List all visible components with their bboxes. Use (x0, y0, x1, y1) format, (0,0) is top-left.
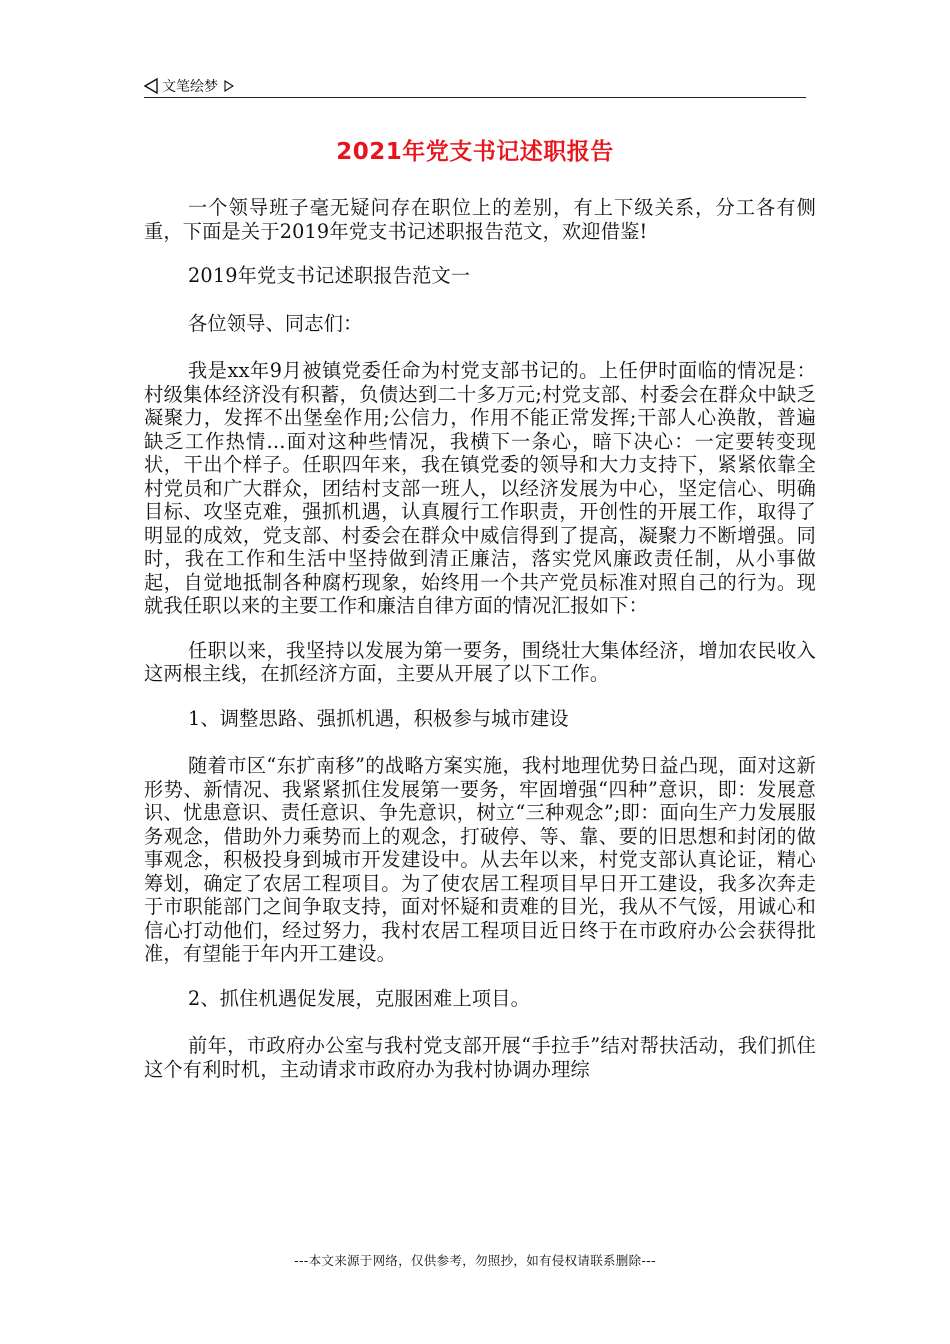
paragraph-intro: 一个领导班子毫无疑问存在职位上的差别，有上下级关系，分工各有侧重，下面是关于2019年党支书记述职报告范文，欢迎借鉴! (144, 196, 816, 243)
left-triangle-icon (144, 78, 158, 94)
paragraph-city-construction: 随着市区“东扩南移”的战略方案实施，我村地理优势日益凸现，面对这新形势、新情况、我紧紧抓住发展第一要务，牢固增强“四种”意识，即：发展意识、忧患意识、责任意识、争先意识，树立“三种观念”;即：面向生产力发展服务观念，借助外力乘势而上的观念，打破停、等、靠、要的旧思想和封闭的做事观念，积极投身到城市开发建设中。从去年以来，村党支部认真论证，精心筹划，确定了农居工程项目。为了使农居工程项目早日开工建设，我多次奔走于市职能部门之间争取支持，面对怀疑和责难的目光，我从不气馁，用诚心和信心打动他们，经过努力，我村农居工程项目近日终于在市政府办公会获得批准，有望能于年内开工建设。 (144, 754, 816, 965)
footer-disclaimer: ---本文来源于网络，仅供参考，勿照抄，如有侵权请联系删除--- (294, 1253, 656, 1268)
header-divider (144, 97, 806, 98)
document-title: 2021年党支书记述职报告 (336, 139, 614, 165)
section-heading-1: 1、调整思路、强抓机遇，积极参与城市建设 (188, 706, 569, 730)
paragraph-subtitle: 2019年党支书记述职报告范文一 (188, 264, 471, 287)
section-heading-2: 2、抓住机遇促发展，克服困难上项目。 (188, 986, 530, 1010)
brand-name: 文笔绘梦 (162, 79, 218, 95)
paragraph-overview: 任职以来，我坚持以发展为第一要务，围绕壮大集体经济，增加农民收入这两根主线，在抓经济方面，主要从开展了以下工作。 (144, 638, 816, 685)
paragraph-background: 我是xx年9月被镇党委任命为村党支部书记的。上任伊时面临的情况是：村级集体经济没有积蓄，负债达到二十多万元;村党支部、村委会在群众中缺乏凝聚力，发挥不出堡垒作用;公信力，作用不能正常发挥;干部人心涣散，普遍缺乏工作热情…面对这种些情况，我横下一条心，暗下决心：一定要转变现状，干出个样子。任职四年来，我在镇党委的领导和大力支持下，紧紧依靠全村党员和广大群众，团结村支部一班人，以经济发展为中心，坚定信心、明确目标、攻坚克难，强抓机遇，认真履行工作职责，开创性的开展工作，取得了明显的成效，党支部、村委会在群众中威信得到了提高，凝聚力不断增强。同时，我在工作和生活中坚持做到清正廉洁，落实党风廉政责任制，从小事做起，自觉地抵制各种腐朽现象，始终用一个共产党员标准对照自己的行为。现就我任职以来的主要工作和廉洁自律方面的情况汇报如下： (144, 359, 816, 617)
right-triangle-icon (224, 80, 234, 92)
page-header (144, 74, 806, 98)
paragraph-salutation: 各位领导、同志们： (188, 311, 363, 335)
paragraph-partnership: 前年，市政府办公室与我村党支部开展“手拉手”结对帮扶活动，我们抓住这个有利时机，主动请求市政府办为我村协调办理综 (144, 1034, 816, 1081)
document-body (144, 196, 816, 1102)
